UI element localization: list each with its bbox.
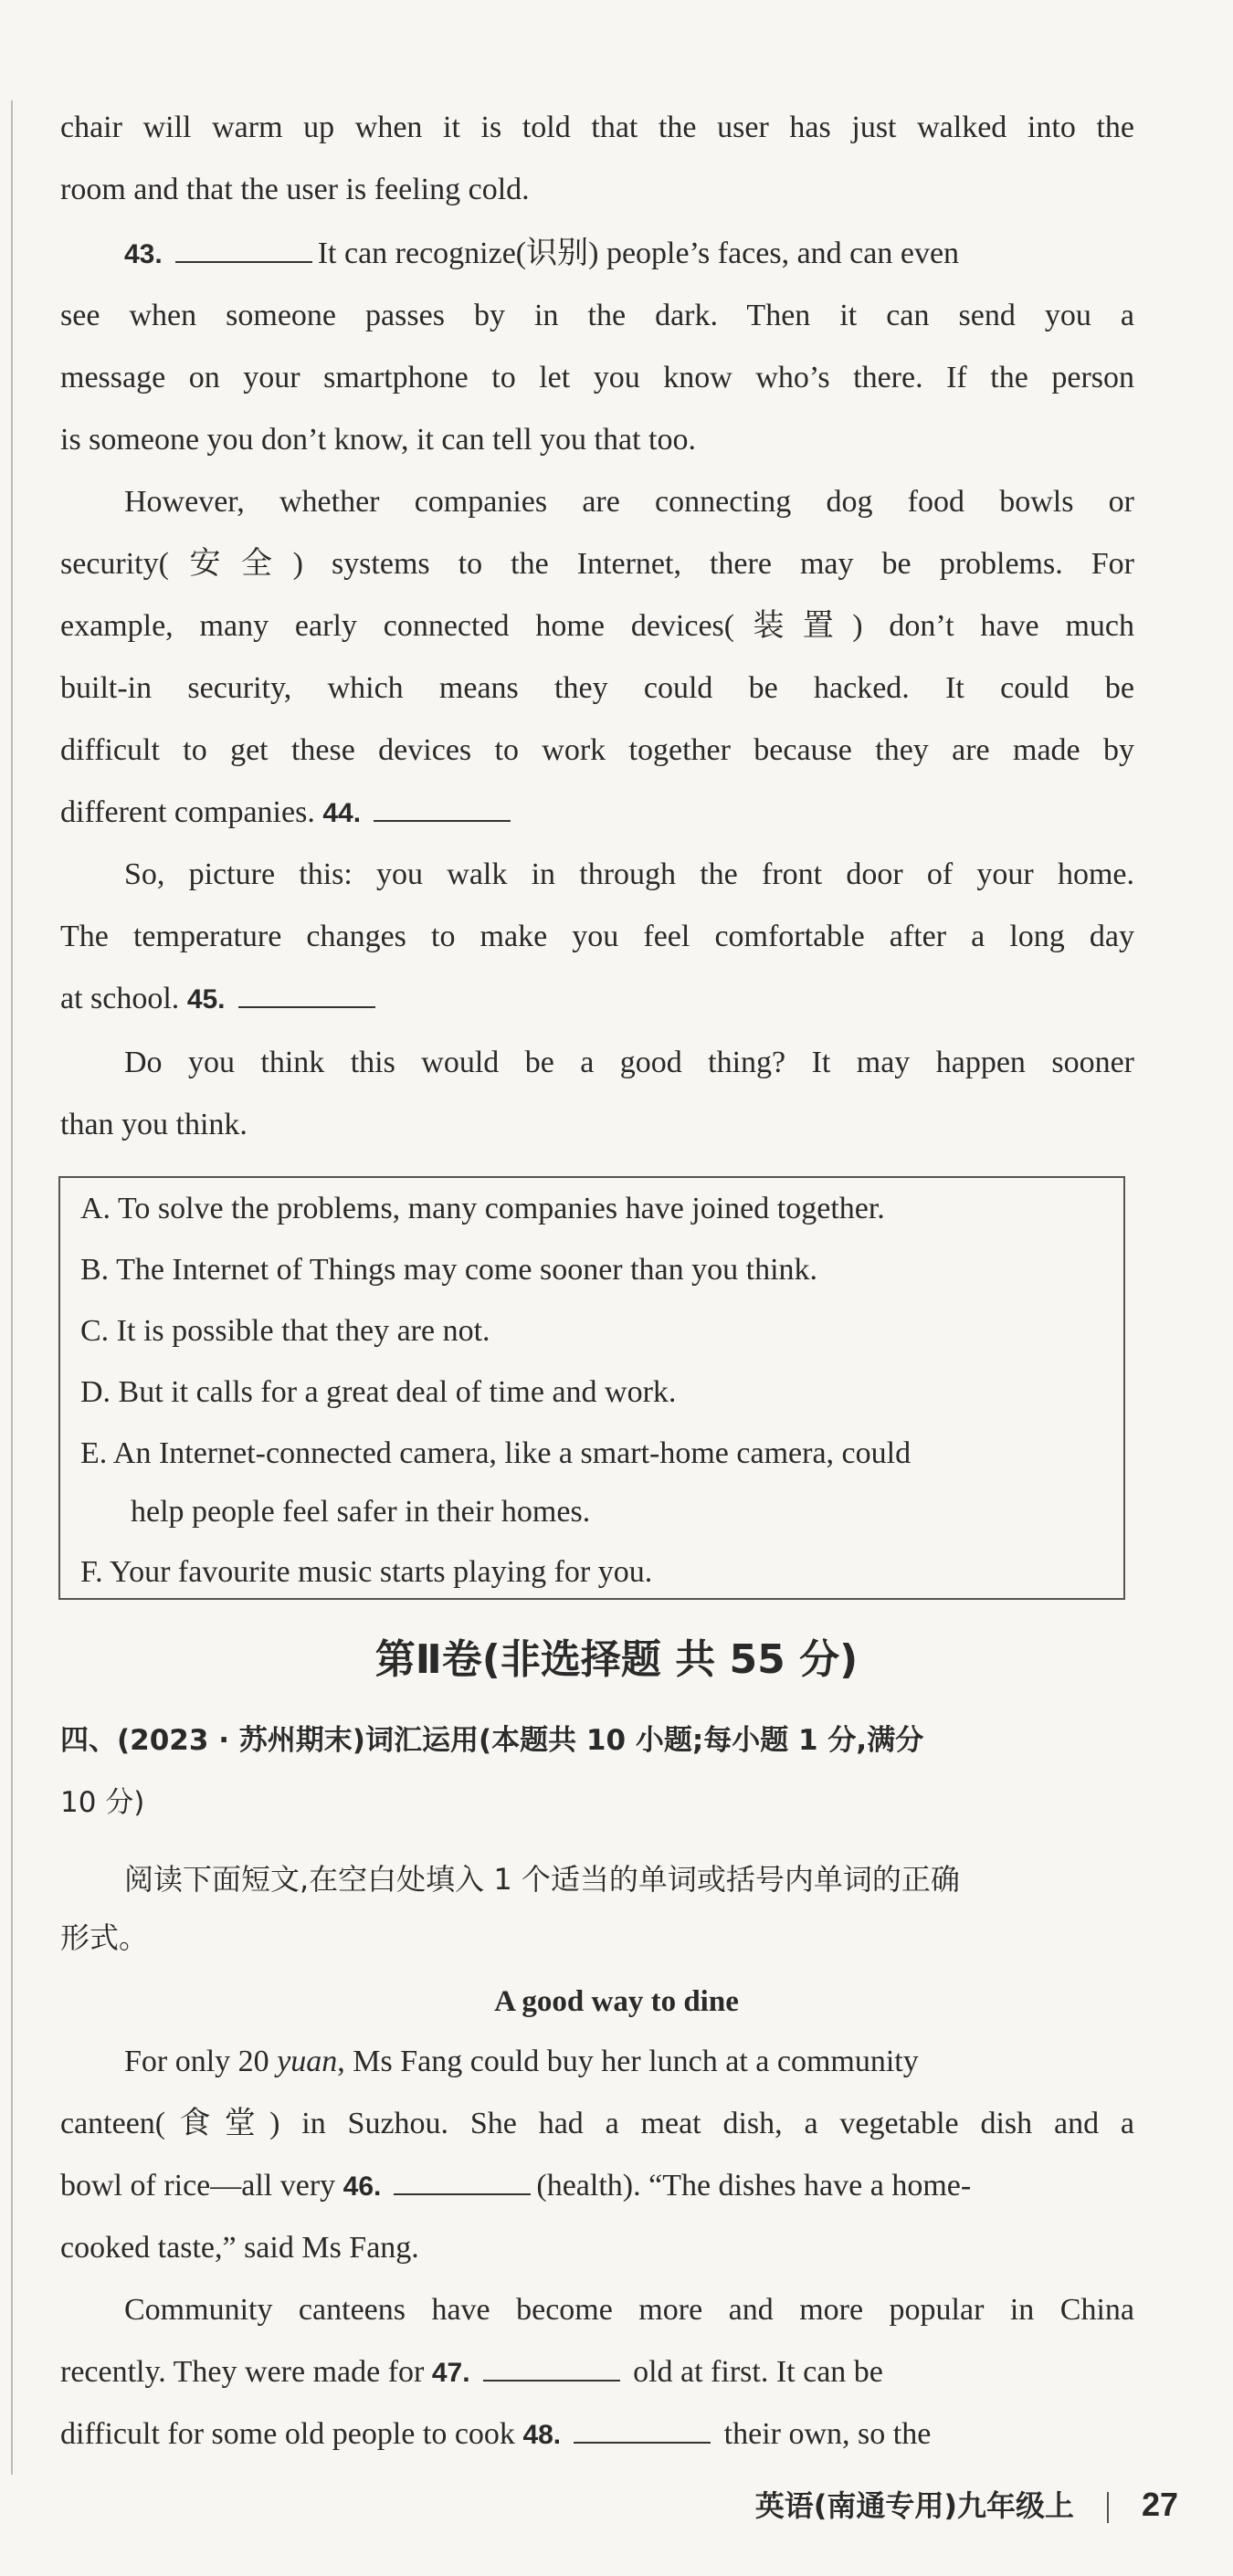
- page-margin-line: [11, 100, 13, 2475]
- question-number: 43.: [124, 239, 163, 269]
- text-segment: For only 20: [124, 2045, 278, 2078]
- option-d: D. But it calls for a great deal of time and work.: [80, 1375, 677, 1409]
- text-segment: bowl of rice—all very: [60, 2169, 336, 2203]
- text-line: Do you think this would be a good thing? It may happen sooner: [124, 1046, 1134, 1079]
- text-italic: yuan: [277, 2045, 338, 2078]
- text-line: is someone you don’t know, it can tell you that too.: [60, 423, 696, 457]
- text-line: example, many early connected home devices(装置) don’t have much: [60, 609, 1134, 643]
- passage-title: A good way to dine: [494, 1985, 739, 2018]
- footer-divider: [1107, 2492, 1109, 2523]
- text-line: So, picture this: you walk in through the front door of your home.: [124, 857, 1134, 891]
- option-a: A. To solve the problems, many companies have joined together.: [80, 1192, 885, 1225]
- footer-subject: 英语(南通专用)九年级上: [754, 2488, 1074, 2523]
- text-line: security(安全) systems to the Internet, there may be problems. For: [60, 547, 1134, 581]
- page-footer: [755, 2482, 1178, 2528]
- section-title: 第Ⅱ卷(非选择题 共 55 分): [374, 1636, 859, 1683]
- text-segment: (health). “The dishes have a home-: [536, 2169, 972, 2203]
- text-line: see when someone passes by in the dark. Then it can send you a: [60, 299, 1134, 332]
- question-number: 48.: [522, 2420, 562, 2450]
- instruction-text: 阅读下面短文,在空白处填入 1 个适当的单词或括号内单词的正确: [124, 1862, 960, 1897]
- text-segment: recently. They were made for: [60, 2355, 425, 2389]
- text-line: cooked taste,” said Ms Fang.: [60, 2231, 419, 2265]
- option-b: B. The Internet of Things may come sooner than you think.: [80, 1253, 818, 1287]
- text-segment: different companies.: [60, 795, 315, 829]
- answer-blank-44[interactable]: [374, 796, 511, 822]
- question-44-line: [60, 794, 1134, 832]
- answer-blank-48[interactable]: [574, 2418, 711, 2444]
- text-line: [124, 2044, 1134, 2080]
- text-segment: old at first. It can be: [633, 2355, 883, 2389]
- text-line: However, whether companies are connecting dog food bowls or: [124, 485, 1134, 519]
- question-43-line: [124, 236, 1134, 273]
- text-line: than you think.: [60, 1108, 248, 1141]
- answer-blank-45[interactable]: [238, 983, 375, 1008]
- text-line: Community canteens have become more and more popular in China: [124, 2293, 1134, 2327]
- text-segment: , Ms Fang could buy her lunch at a community: [337, 2045, 919, 2078]
- option-f: F. Your favourite music starts playing for you.: [80, 1555, 653, 1589]
- text-segment: at school.: [60, 982, 180, 1015]
- text-line: canteen(食堂) in Suzhou. She had a meat dish, a vegetable dish and a: [60, 2107, 1134, 2140]
- question-number: 45.: [186, 984, 226, 1015]
- option-e-continued: help people feel safer in their homes.: [131, 1495, 591, 1529]
- text-line: chair will warm up when it is told that the user has just walked into the: [60, 110, 1134, 144]
- question-number: 44.: [322, 798, 362, 828]
- text-line: room and that the user is feeling cold.: [60, 173, 530, 206]
- answer-blank-43[interactable]: [175, 237, 312, 263]
- question-47-line: [60, 2354, 1134, 2392]
- question-number: 47.: [431, 2358, 470, 2388]
- text-line: The temperature changes to make you feel comfortable after a long day: [60, 920, 1134, 953]
- text-line: built-in security, which means they could be hacked. It could be: [60, 671, 1134, 705]
- answer-blank-47[interactable]: [483, 2356, 620, 2381]
- part-heading: 四、(2023 · 苏州期末)词汇运用(本题共 10 小题;每小题 1 分,满分: [60, 1724, 924, 1757]
- text-line: message on your smartphone to let you know who’s there. If the person: [60, 361, 1134, 394]
- text-segment: difficult for some old people to cook: [60, 2417, 515, 2451]
- question-46-line: [60, 2168, 1134, 2205]
- option-c: C. It is possible that they are not.: [80, 1314, 490, 1348]
- question-45-line: [60, 981, 1134, 1018]
- part-heading-continued: 10 分): [60, 1786, 145, 1819]
- question-48-line: [60, 2416, 1134, 2454]
- instruction-text-continued: 形式。: [60, 1920, 149, 1955]
- text-segment: It can recognize(识别) people’s faces, and can even: [317, 237, 960, 270]
- text-segment: their own, so the: [723, 2417, 932, 2451]
- answer-blank-46[interactable]: [394, 2170, 531, 2195]
- option-e: E. An Internet-connected camera, like a smart-home camera, could: [80, 1436, 912, 1470]
- page-number: 27: [1141, 2486, 1178, 2523]
- text-line: difficult to get these devices to work together because they are made by: [60, 733, 1134, 767]
- question-number: 46.: [342, 2171, 382, 2202]
